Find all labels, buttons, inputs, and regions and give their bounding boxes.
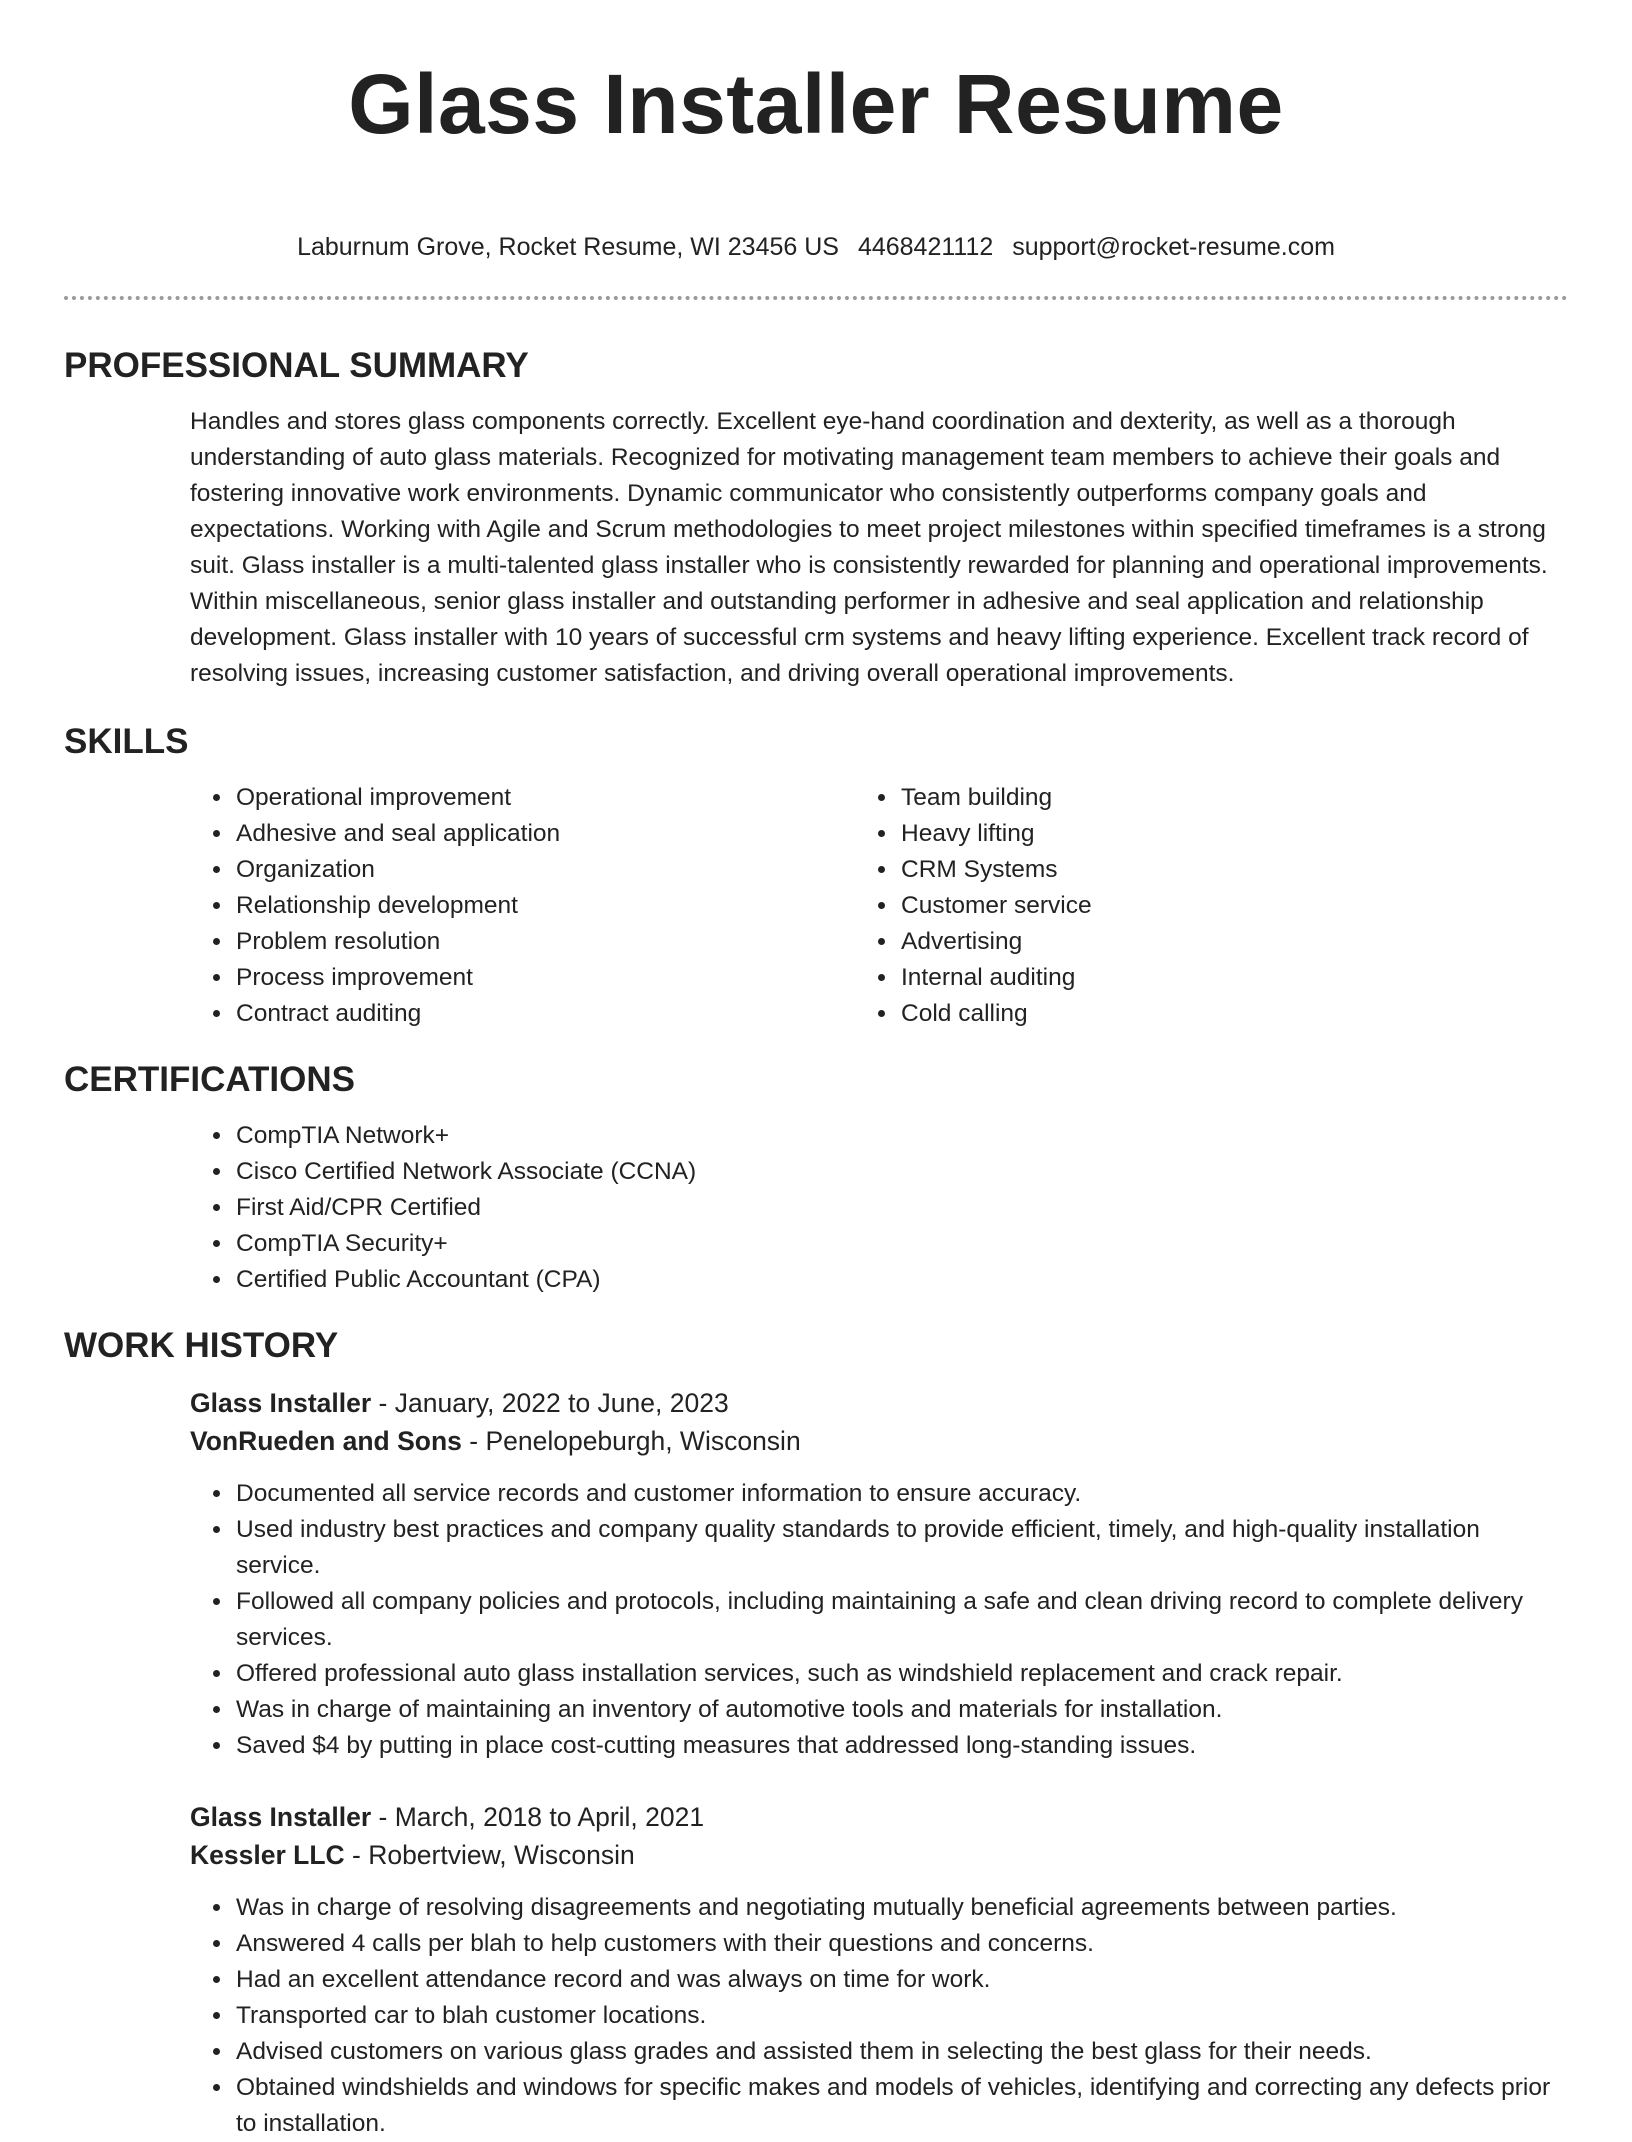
certification-item: • First Aid/CPR Certified [234, 1190, 1568, 1226]
skill-item: • Internal auditing [899, 960, 1568, 996]
skill-item: • Advertising [899, 924, 1568, 960]
job-bullet: • Was in charge of maintaining an inventory of automotive tools and materials for installation. [234, 1692, 1568, 1728]
skill-item: • Relationship development [234, 888, 903, 924]
resume-title: Glass Installer Resume [348, 57, 1284, 151]
job-bullet: • Offered professional auto glass installation services, such as windshield replacement and crack repair. [234, 1656, 1568, 1692]
job-bullet: • Used industry best practices and company quality standards to provide efficient, timely, and high-quality installation service. [234, 1512, 1568, 1584]
skills-heading: SKILLS [64, 722, 189, 761]
skill-item: • Adhesive and seal application [234, 816, 903, 852]
skill-item: • Heavy lifting [899, 816, 1568, 852]
job-bullet: • Advised customers on various glass grades and assisted them in selecting the best glass for their needs. [234, 2034, 1568, 2070]
job-company: VonRueden and Sons [190, 1426, 462, 1456]
job-bullet: • Followed all company policies and protocols, including maintaining a safe and clean driving record to complete delivery services. [234, 1584, 1568, 1656]
skills-column-left [64, 780, 903, 1032]
certification-item: • Certified Public Accountant (CPA) [234, 1262, 1568, 1298]
job-title: Glass Installer [190, 1388, 372, 1418]
certification-item: • CompTIA Network+ [234, 1118, 1568, 1154]
certifications-list [64, 1118, 1568, 1298]
job-company: Kessler LLC [190, 1840, 345, 1870]
skill-item: • CRM Systems [899, 852, 1568, 888]
contact-line [64, 232, 1568, 262]
job-dates: - March, 2018 to April, 2021 [371, 1802, 705, 1832]
skill-item: • Process improvement [234, 960, 903, 996]
job-bullet: • Saved $4 by putting in place cost-cutting measures that addressed long-standing issues. [234, 1728, 1568, 1764]
job-bullet: • Transported car to blah customer locations. [234, 1998, 1568, 2034]
header-divider [64, 296, 1568, 300]
job-bullet: • Had an excellent attendance record and was always on time for work. [234, 1962, 1568, 1998]
contact-address: Laburnum Grove, Rocket Resume, WI 23456 US [297, 233, 839, 261]
job-bullets [64, 1890, 1568, 2142]
job-bullet: • Answered 4 calls per blah to help customers with their questions and concerns. [234, 1926, 1568, 1962]
skill-item: • Customer service [899, 888, 1568, 924]
job-bullets [64, 1476, 1568, 1764]
job-bullet: • Documented all service records and customer information to ensure accuracy. [234, 1476, 1568, 1512]
contact-email: support@rocket-resume.com [1012, 233, 1335, 261]
skill-item: • Operational improvement [234, 780, 903, 816]
contact-phone: 4468421112 [857, 233, 994, 261]
job-bullet: • Obtained windshields and windows for specific makes and models of vehicles, identifying and correcting any defects prior to installation. [234, 2070, 1568, 2142]
summary-text: Handles and stores glass components correctly. Excellent eye-hand coordination and dexterity, as well as a thorough understanding of auto glass materials. Recognized for motivating management team members to achieve their goals and fostering innovative work environments. Dynamic communicator who consistently outperforms company goals and expectations. Working with Agile and Scrum methodologies to meet project milestones within specified timeframes is a strong suit. Glass installer is a multi-talented glass installer who is consistently rewarded for planning and operational improvements. Within miscellaneous, senior glass installer and outstanding performer in adhesive and seal application and relationship development. Glass installer with 10 years of successful crm systems and heavy lifting experience. Excellent track record of resolving issues, increasing customer satisfaction, and driving overall operational improvements. [190, 408, 1548, 687]
skills-column-right [899, 780, 1568, 1032]
job-dates: - January, 2022 to June, 2023 [371, 1388, 729, 1418]
work-history-heading: WORK HISTORY [64, 1326, 339, 1365]
summary-heading: PROFESSIONAL SUMMARY [64, 346, 529, 385]
skill-item: • Cold calling [899, 996, 1568, 1032]
certification-item: • CompTIA Security+ [234, 1226, 1568, 1262]
job-location: - Penelopeburgh, Wisconsin [461, 1426, 801, 1456]
certifications-heading: CERTIFICATIONS [64, 1060, 356, 1099]
job-bullet: • Was in charge of resolving disagreements and negotiating mutually beneficial agreements between parties. [234, 1890, 1568, 1926]
job-title-line [190, 1384, 1568, 1422]
certification-item: • Cisco Certified Network Associate (CCNA) [234, 1154, 1568, 1190]
job-title: Glass Installer [190, 1802, 372, 1832]
job-title-line [190, 1798, 1568, 1836]
job-company-line [190, 1836, 1568, 1874]
job-entry [64, 1798, 1568, 2142]
job-company-line [190, 1422, 1568, 1460]
skill-item: • Organization [234, 852, 903, 888]
skill-item: • Team building [899, 780, 1568, 816]
job-entry [64, 1384, 1568, 1764]
skill-item: • Problem resolution [234, 924, 903, 960]
skills-list [64, 780, 1568, 1032]
job-location: - Robertview, Wisconsin [344, 1840, 635, 1870]
skill-item: • Contract auditing [234, 996, 903, 1032]
